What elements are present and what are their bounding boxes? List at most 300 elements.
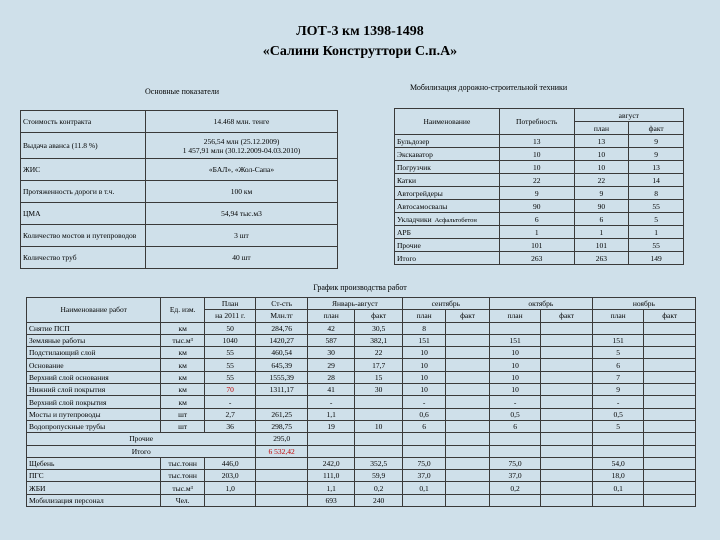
indicator-value-text: 256,54 млн (25.12.2009) [203,136,280,146]
material-empty-cell [541,482,593,494]
machinery-row [395,187,684,200]
machinery-name-text: Катки [397,175,416,185]
machinery-plan: 101 [574,239,629,252]
material-empty-cell [446,494,489,506]
indicator-label: Количество труб [21,247,146,269]
machinery-plan: 1 [574,226,629,239]
schedule-nov-p: 9 [592,384,644,396]
schedule-oct-p: 0,5 [489,408,541,420]
schedule-header-cost2: Млн.тг [256,310,308,322]
schedule-nov-f [644,396,696,408]
schedule-empty-cell [355,433,402,445]
schedule-unit: км [161,347,204,359]
schedule-oct-p: 10 [489,347,541,359]
machinery-name [395,226,500,239]
machinery-name [395,148,500,161]
schedule-header-name: Наименование работ [27,298,161,323]
schedule-ja-f [355,396,402,408]
schedule-header-cost: Ст-сть [256,298,308,310]
machinery-fact: 1 [629,226,684,239]
schedule-oct-p: 10 [489,371,541,383]
machinery-plan: 6 [574,213,629,226]
schedule-row [27,334,696,346]
schedule-sep-p: 10 [402,384,445,396]
schedule-sep-p: 0,6 [402,408,445,420]
material-unit: тыс.тонн [161,457,204,469]
machinery-need: 10 [499,148,574,161]
material-nov-p: 54,0 [592,457,644,469]
schedule-nov-f [644,347,696,359]
material-cost [256,457,308,469]
schedule-row [27,420,696,432]
schedule-name: Нижний слой покрытия [27,384,161,396]
schedule-sep-f [446,384,489,396]
material-oct-p [489,494,541,506]
machinery-fact: 9 [629,135,684,148]
material-empty-cell [644,470,696,482]
schedule-nov-f [644,322,696,334]
schedule-oct-f [541,322,593,334]
machinery-need: 1 [499,226,574,239]
machinery-header-need: Потребность [499,109,574,135]
schedule-sep-p: 6 [402,420,445,432]
indicator-value [146,181,338,203]
schedule-unit: шт [161,420,204,432]
schedule-header-ja-plan: план [307,310,354,322]
indicator-value-text: 100 км [230,187,253,196]
schedule-plan: 55 [204,347,256,359]
indicator-value-text: «БАЛ», «Жол-Сапа» [208,165,275,174]
machinery-fact: 5 [629,213,684,226]
schedule-empty-cell [489,433,541,445]
schedule-summary-cost: 6 532,42 [256,445,308,457]
material-oct-p: 37,0 [489,470,541,482]
schedule-name: Верхний слой основания [27,371,161,383]
machinery-plan: 10 [574,161,629,174]
schedule-material-row [27,470,696,482]
schedule-plan: 50 [204,322,256,334]
machinery-name [395,135,500,148]
schedule-header-ja-fact: факт [355,310,402,322]
machinery-name-text: Экскаватор [397,149,433,159]
machinery-row [395,161,684,174]
schedule-ja-p: 1,1 [307,408,354,420]
machinery-name-text: Итого [397,253,416,263]
schedule-oct-p [489,322,541,334]
schedule-empty-cell [446,433,489,445]
schedule-ja-p: 29 [307,359,354,371]
schedule-row [27,396,696,408]
machinery-row [395,226,684,239]
schedule-sep-f [446,420,489,432]
schedule-name: Подстилающий слой [27,347,161,359]
indicator-row [21,111,338,133]
machinery-fact: 55 [629,239,684,252]
machinery-fact: 13 [629,161,684,174]
material-plan [204,494,256,506]
schedule-empty-cell [402,445,445,457]
schedule-name: Земляные работы [27,334,161,346]
schedule-sep-p: 10 [402,371,445,383]
material-oct-p: 75,0 [489,457,541,469]
indicator-value-text: 40 шт [232,253,251,262]
machinery-header-month: август [574,109,683,122]
schedule-cost: 1420,27 [256,334,308,346]
indicator-value [146,203,338,225]
schedule-header-nov-fact: факт [644,310,696,322]
schedule-name: Основание [27,359,161,371]
material-empty-cell [541,470,593,482]
schedule-material-row [27,482,696,494]
indicator-row [21,159,338,181]
schedule-material-row [27,457,696,469]
schedule-row [27,322,696,334]
machinery-need: 22 [499,174,574,187]
schedule-nov-f [644,384,696,396]
schedule-empty-cell [592,445,644,457]
schedule-summary-cost: 295,0 [256,433,308,445]
machinery-row [395,213,684,226]
schedule-empty-cell [307,433,354,445]
indicator-value [146,247,338,269]
schedule-header-sep: сентябрь [402,298,489,310]
schedule-summary-label: Итого [27,445,256,457]
schedule-oct-f [541,408,593,420]
material-ja-f: 240 [355,494,402,506]
schedule-sep-f [446,408,489,420]
schedule-name: Мосты и путепроводы [27,408,161,420]
indicator-value-text-2: 1 457,91 млн (30.12.2009-04.03.2010) [182,145,301,155]
machinery-name-text: Прочие [397,240,421,250]
schedule-empty-cell [355,445,402,457]
material-ja-f: 59,9 [355,470,402,482]
schedule-unit: км [161,396,204,408]
indicator-value [146,111,338,133]
machinery-need: 263 [499,252,574,265]
machinery-fact: 149 [629,252,684,265]
material-unit: тыс.м³ [161,482,204,494]
indicator-label: Стоимость контракта [21,111,146,133]
schedule-nov-p: 6 [592,359,644,371]
material-plan: 446,0 [204,457,256,469]
indicator-label: ЖИС [21,159,146,181]
material-nov-p [592,494,644,506]
material-plan: 203,0 [204,470,256,482]
schedule-sep-f [446,396,489,408]
schedule-empty-cell [592,433,644,445]
schedule-sep-f [446,322,489,334]
schedule-ja-f: 30 [355,384,402,396]
schedule-cost: 284,76 [256,322,308,334]
schedule-plan: - [204,396,256,408]
schedule-oct-p: 10 [489,384,541,396]
schedule-nov-f [644,371,696,383]
schedule-ja-f: 15 [355,371,402,383]
schedule-header-jan-aug: Январь-август [307,298,402,310]
indicator-value-text: 3 шт [234,231,249,240]
schedule-header-plan: План [204,298,256,310]
schedule-name: Снятие ПСП [27,322,161,334]
machinery-fact: 55 [629,200,684,213]
machinery-row [395,200,684,213]
schedule-nov-p: - [592,396,644,408]
material-cost [256,494,308,506]
material-ja-f: 352,5 [355,457,402,469]
machinery-name [395,239,500,252]
machinery-name-text: Погрузчик [397,162,431,172]
machinery-need: 6 [499,213,574,226]
schedule-empty-cell [402,433,445,445]
schedule-name: Водопропускные трубы [27,420,161,432]
machinery-name-subtext: Асфальтобетон [434,216,477,224]
material-ja-p: 1,1 [307,482,354,494]
machinery-need: 101 [499,239,574,252]
schedule-ja-p: - [307,396,354,408]
schedule-cost: 298,75 [256,420,308,432]
machinery-fact: 8 [629,187,684,200]
material-nov-p: 0,1 [592,482,644,494]
material-ja-p: 693 [307,494,354,506]
machinery-name [395,200,500,213]
schedule-nov-f [644,408,696,420]
schedule-row [27,347,696,359]
schedule-row [27,384,696,396]
machinery-need: 9 [499,187,574,200]
schedule-plan: 36 [204,420,256,432]
machinery-fact: 9 [629,148,684,161]
material-cost [256,482,308,494]
schedule-ja-f [355,408,402,420]
schedule-unit: шт [161,408,204,420]
machinery-fact: 14 [629,174,684,187]
material-empty-cell [446,470,489,482]
machinery-name-text: Автосамосвалы [397,201,448,211]
machinery-name [395,252,500,265]
indicator-label: Протяженность дороги в т.ч. [21,181,146,203]
schedule-plan: 70 [204,384,256,396]
machinery-header-plan: план [574,122,629,135]
schedule-summary-row [27,433,696,445]
schedule-empty-cell [541,433,593,445]
schedule-ja-p: 42 [307,322,354,334]
schedule-ja-f: 22 [355,347,402,359]
schedule-empty-cell [446,445,489,457]
indicator-value [146,225,338,247]
material-empty-cell [541,494,593,506]
schedule-sep-p: 10 [402,347,445,359]
schedule-ja-f: 30,5 [355,322,402,334]
schedule-empty-cell [644,433,696,445]
schedule-nov-p [592,322,644,334]
machinery-plan: 22 [574,174,629,187]
schedule-plan: 55 [204,359,256,371]
material-name: ЖБИ [27,482,161,494]
schedule-header-sep-plan: план [402,310,445,322]
schedule-sep-f [446,347,489,359]
schedule-ja-f: 10 [355,420,402,432]
indicator-value [146,159,338,181]
machinery-name [395,161,500,174]
schedule-header-sep-fact: факт [446,310,489,322]
schedule-oct-p: - [489,396,541,408]
schedule-empty-cell [489,445,541,457]
material-oct-p: 0,2 [489,482,541,494]
machinery-header-name: Наименование [395,109,500,135]
schedule-empty-cell [644,445,696,457]
machinery-name [395,213,500,226]
schedule-nov-f [644,420,696,432]
material-ja-p: 111,0 [307,470,354,482]
indicator-row [21,203,338,225]
machinery-table [394,108,684,265]
schedule-cost: 1311,17 [256,384,308,396]
schedule-section-title: График производства работ [313,283,407,292]
schedule-sep-p: 151 [402,334,445,346]
indicator-label: Выдача аванса (11.8 %) [21,133,146,159]
schedule-header-oct-plan: план [489,310,541,322]
schedule-header-unit: Ед. изм. [161,298,204,323]
material-cost [256,470,308,482]
indicators-table [20,110,338,269]
schedule-cost: 261,25 [256,408,308,420]
material-sep-p [402,494,445,506]
indicator-row [21,133,338,159]
material-sep-p: 0,1 [402,482,445,494]
schedule-sep-p: 10 [402,359,445,371]
material-plan: 1,0 [204,482,256,494]
indicator-row [21,247,338,269]
indicator-value [146,133,338,159]
schedule-cost: 1555,39 [256,371,308,383]
schedule-unit: км [161,371,204,383]
schedule-cost [256,396,308,408]
schedule-plan: 2,7 [204,408,256,420]
machinery-need: 13 [499,135,574,148]
schedule-sep-p: - [402,396,445,408]
indicator-row [21,181,338,203]
machinery-section-title: Мобилизация дорожно-строительной техники [410,83,568,92]
material-empty-cell [446,482,489,494]
schedule-oct-f [541,420,593,432]
indicator-value-text: 14.468 млн. тенге [213,117,270,126]
schedule-sep-f [446,334,489,346]
schedule-ja-p: 41 [307,384,354,396]
schedule-nov-p: 5 [592,420,644,432]
schedule-ja-p: 28 [307,371,354,383]
schedule-oct-f [541,396,593,408]
schedule-header-nov-plan: план [592,310,644,322]
machinery-name [395,174,500,187]
schedule-sep-p: 8 [402,322,445,334]
schedule-row [27,359,696,371]
machinery-need: 10 [499,161,574,174]
material-sep-p: 37,0 [402,470,445,482]
material-name: Щебень [27,457,161,469]
schedule-row [27,371,696,383]
schedule-nov-f [644,334,696,346]
schedule-empty-cell [307,445,354,457]
schedule-nov-p: 0,5 [592,408,644,420]
machinery-plan: 90 [574,200,629,213]
material-nov-p: 18,0 [592,470,644,482]
schedule-name: Верхний слой покрытия [27,396,161,408]
schedule-sep-f [446,359,489,371]
schedule-empty-cell [541,445,593,457]
material-ja-f: 0,2 [355,482,402,494]
schedule-ja-p: 19 [307,420,354,432]
schedule-cost: 645,39 [256,359,308,371]
schedule-sep-f [446,371,489,383]
machinery-row [395,174,684,187]
material-name: ПГС [27,470,161,482]
indicators-section-title: Основные показатели [145,87,220,96]
schedule-oct-p: 6 [489,420,541,432]
schedule-material-row [27,494,696,506]
schedule-nov-p: 151 [592,334,644,346]
machinery-row [395,135,684,148]
machinery-row [395,239,684,252]
indicator-row [21,225,338,247]
page-subtitle: «Салини Конструттори С.п.А» [262,44,458,59]
schedule-nov-p: 5 [592,347,644,359]
machinery-row [395,252,684,265]
machinery-name-text: Бульдозер [397,136,430,146]
machinery-row [395,148,684,161]
machinery-header-fact: факт [629,122,684,135]
schedule-header-plan2: на 2011 г. [204,310,256,322]
schedule-oct-f [541,371,593,383]
schedule-header-nov: ноябрь [592,298,695,310]
schedule-ja-p: 587 [307,334,354,346]
schedule-cost: 460,54 [256,347,308,359]
schedule-oct-f [541,334,593,346]
machinery-name-text: Автогрейдеры [397,188,443,198]
machinery-plan: 13 [574,135,629,148]
schedule-unit: тыс.м³ [161,334,204,346]
schedule-header-oct: октябрь [489,298,592,310]
machinery-plan: 263 [574,252,629,265]
machinery-name [395,187,500,200]
schedule-plan: 55 [204,371,256,383]
schedule-ja-p: 30 [307,347,354,359]
schedule-ja-f: 17,7 [355,359,402,371]
schedule-nov-p: 7 [592,371,644,383]
material-empty-cell [446,457,489,469]
indicator-value-text: 54,94 тыс.м3 [221,209,262,218]
schedule-summary-row [27,445,696,457]
schedule-row [27,408,696,420]
schedule-nov-f [644,359,696,371]
schedule-oct-p: 10 [489,359,541,371]
schedule-plan: 1040 [204,334,256,346]
machinery-plan: 9 [574,187,629,200]
machinery-need: 90 [499,200,574,213]
page-title: ЛОТ-3 км 1398-1498 [296,24,424,39]
indicator-label: Количество мостов и путепроводов [21,225,146,247]
schedule-oct-p: 151 [489,334,541,346]
schedule-oct-f [541,384,593,396]
material-empty-cell [541,457,593,469]
machinery-plan: 10 [574,148,629,161]
material-name: Мобилизация персонал [27,494,161,506]
schedule-unit: км [161,359,204,371]
schedule-header-oct-fact: факт [541,310,593,322]
material-unit: Чел. [161,494,204,506]
schedule-summary-label: Прочие [27,433,256,445]
schedule-oct-f [541,347,593,359]
schedule-table [26,297,696,507]
schedule-ja-f: 382,1 [355,334,402,346]
